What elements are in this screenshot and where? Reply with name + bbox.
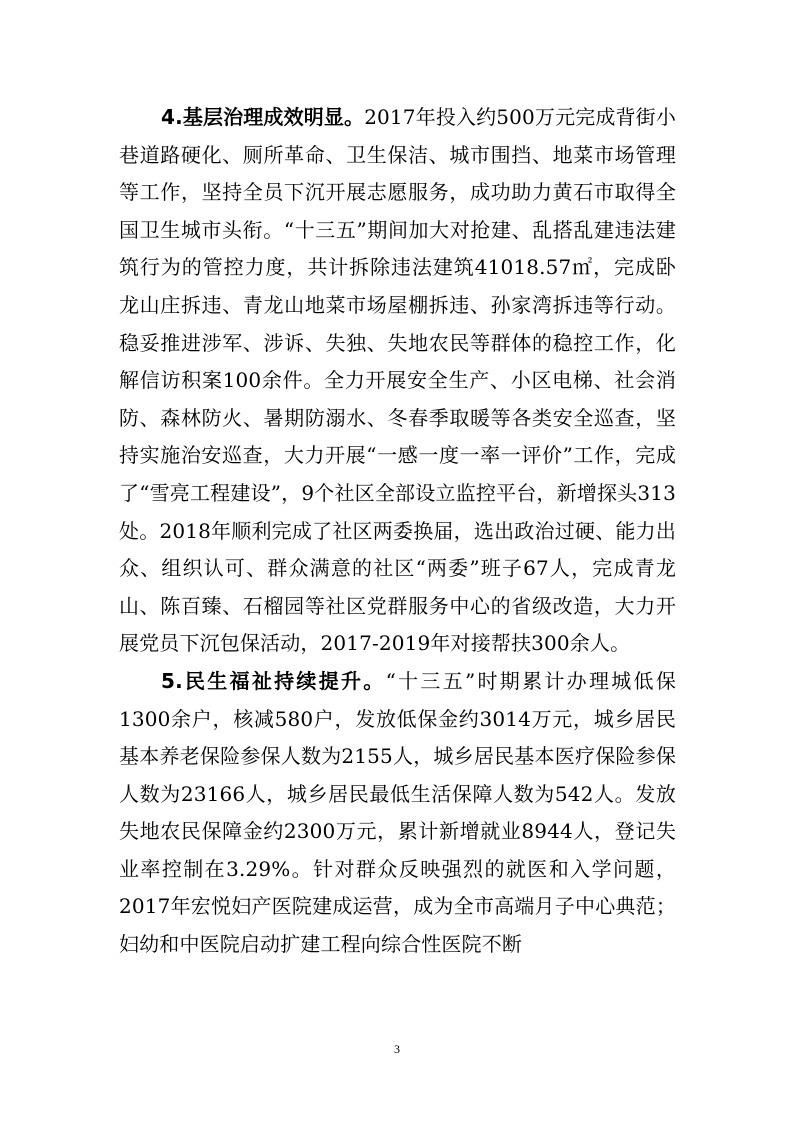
paragraph-public-welfare bbox=[119, 663, 676, 964]
paragraph-grassroots-governance bbox=[119, 99, 676, 663]
paragraph-text: “十三五”时期累计办理城低保1300余户，核减580户，发放低保金约3014万元，城乡居民基本养老保险参保人数为2155人，城乡居民基本医疗保险参保人数为23166人，城乡居民最低生活保障人数为542人。发放失地农民保障金约2300万元，累计新增就业8944人，登记失业率控制在3.29%。针对群众反映强烈的就医和入学问题，2017年宏悦妇产医院建成运营，成为全市高端月子中心典范；妇幼和中医院启动扩建工程向综合性医院不断 bbox=[119, 668, 676, 957]
page-number: 3 bbox=[394, 1042, 400, 1056]
paragraph-heading: 5.民生福祉持续提升。 bbox=[161, 668, 386, 693]
paragraph-heading: 4.基层治理成效明显。 bbox=[161, 105, 365, 129]
paragraph-text: 2017年投入约500万元完成背街小巷道路硬化、厕所革命、卫生保洁、城市围挡、地菜市场管理等工作，坚持全员下沉开展志愿服务，成功助力黄石市取得全国卫生城市头衔。“十三五”期间加大对抢建、乱搭乱建违法建筑行为的管控力度，共计拆除违法建筑41018.57㎡，完成卧龙山庄拆违、青龙山地菜市场屋棚拆违、孙家湾拆违等行动。稳妥推进涉军、涉诉、失独、失地农民等群体的稳控工作，化解信访积案100余件。全力开展安全生产、小区电梯、社会消防、森林防火、暑期防溺水、冬春季取暖等各类安全巡查，坚持实施治安巡查，大力开展“一感一度一率一评价”工作，完成了“雪亮工程建设”，9个社区全部设立监控平台，新增探头313处。2018年顺利完成了社区两委换届，选出政治过硬、能力出众、组织认可、群众满意的社区“两委”班子67人，完成青龙山、陈百臻、石榴园等社区党群服务中心的省级改造，大力开展党员下沉包保活动，2017-2019年对接帮扶300余人。 bbox=[119, 105, 676, 656]
document-body bbox=[119, 99, 676, 964]
